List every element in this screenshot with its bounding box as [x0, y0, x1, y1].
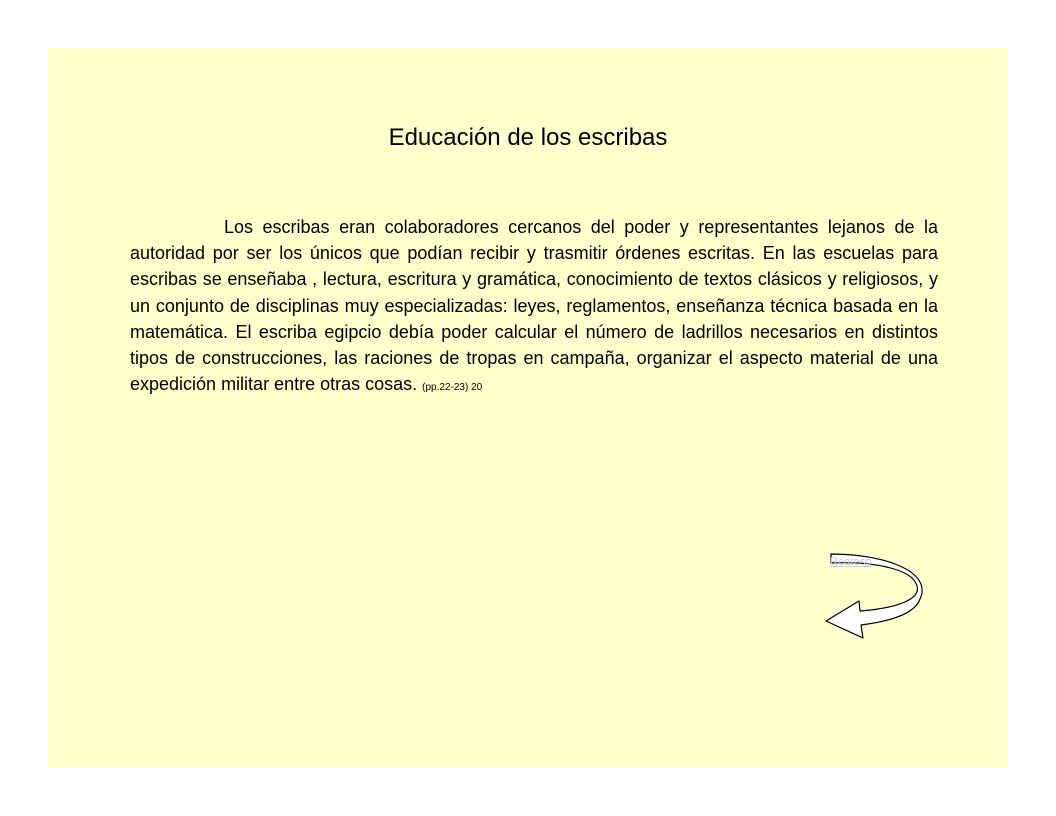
- page-title: Educación de los escribas: [388, 124, 668, 151]
- slide: [48, 48, 1008, 768]
- paragraph-text: Los escribas eran colaboradores cercanos del poder y representantes lejanos de la autoridad por ser los únicos que podían recibir y trasmitir órdenes escritas. En las escuelas para escribas se enseñaba , lectura, escritura y gramática, conocimiento de textos clásicos y religiosos, y un conjunto de disciplinas muy especializadas: leyes, reglamentos, enseñanza técnica basada en la matemática. El escriba egipcio debía poder calcular el número de ladrillos necesarios en distintos tipos de construcciones, las raciones de tropas en campaña, organizar el aspecto material de una expedición militar entre otras cosas.: [130, 217, 938, 395]
- return-link[interactable]: Regreso: [830, 556, 872, 568]
- citation: (pp.22-23) 20: [422, 382, 483, 394]
- body-paragraph: [130, 214, 938, 401]
